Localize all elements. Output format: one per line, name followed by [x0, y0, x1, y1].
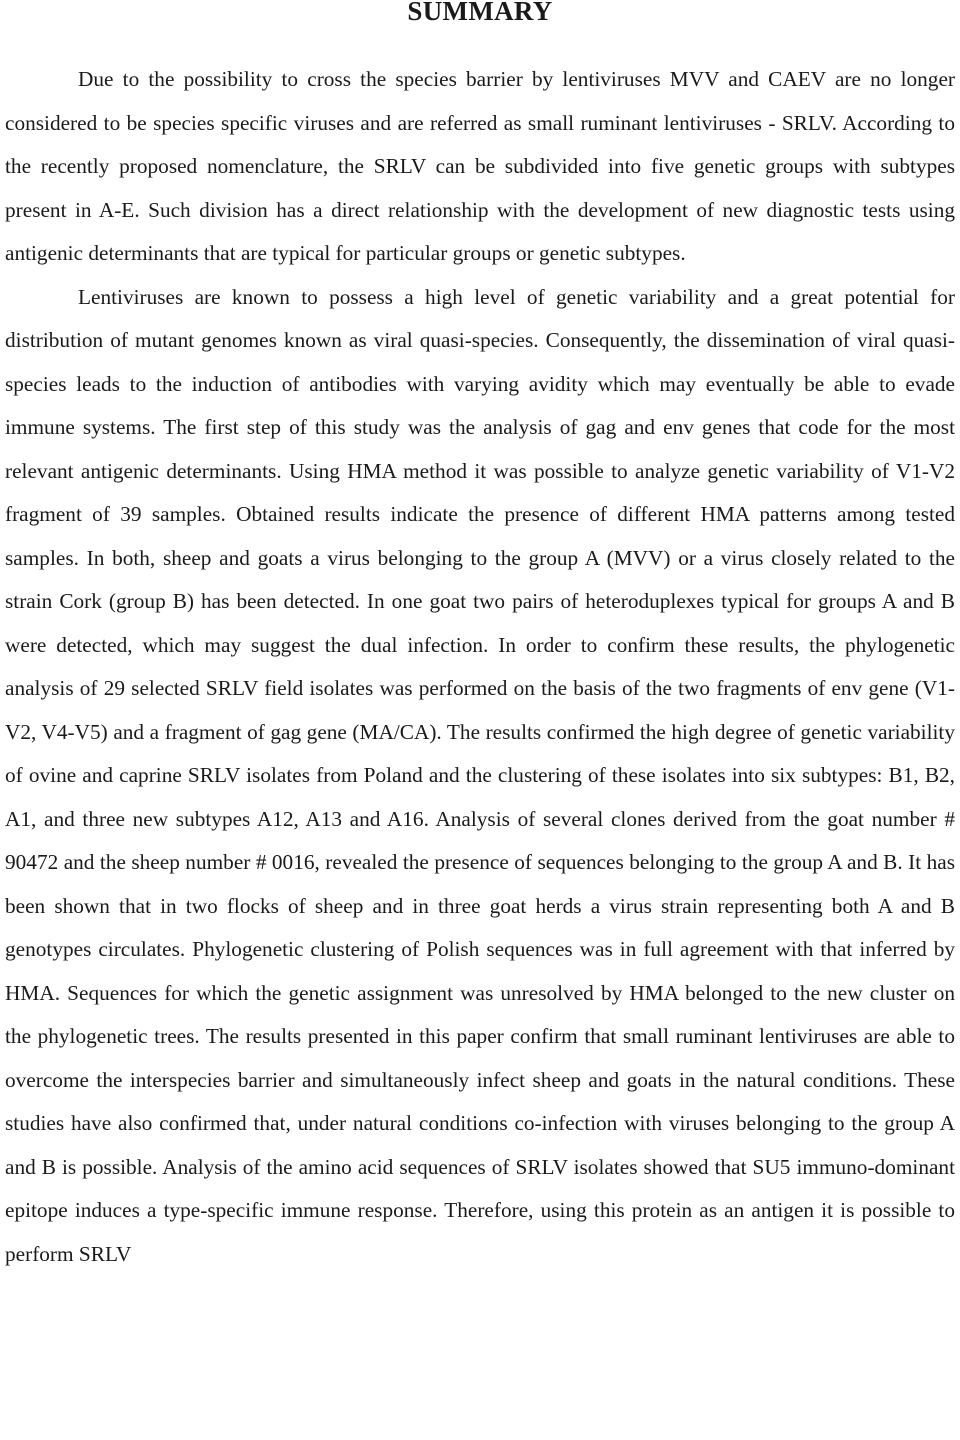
document-page	[5, 0, 955, 1276]
summary-paragraph-1: Due to the possibility to cross the species barrier by lentiviruses MVV and CAEV are no longer considered to be species specific viruses and are referred as small ruminant lentiviruses - SRLV. According to the recently proposed nomenclature, the SRLV can be subdivided into five genetic groups with subtypes present in A-E. Such division has a direct relationship with the development of new diagnostic tests using antigenic determinants that are typical for particular groups or genetic subtypes.	[5, 67, 955, 265]
summary-body	[5, 58, 955, 1276]
summary-heading: SUMMARY	[407, 0, 553, 26]
summary-paragraph-2: Lentiviruses are known to possess a high level of genetic variability and a great potential for distribution of mutant genomes known as viral quasi-species. Consequently, the dissemination of viral quasi-species leads to the induction of antibodies with varying avidity which may eventually be able to evade immune systems. The first step of this study was the analysis of gag and env genes that code for the most relevant antigenic determinants. Using HMA method it was possible to analyze genetic variability of V1-V2 fragment of 39 samples. Obtained results indicate the presence of different HMA patterns among tested samples. In both, sheep and goats a virus belonging to the group A (MVV) or a virus closely related to the strain Cork (group B) has been detected. In one goat two pairs of heteroduplexes typical for groups A and B were detected, which may suggest the dual infection. In order to confirm these results, the phylogenetic analysis of 29 selected SRLV field isolates was performed on the basis of the two fragments of env gene (V1-V2, V4-V5) and a fragment of gag gene (MA/CA). The results confirmed the high degree of genetic variability of ovine and caprine SRLV isolates from Poland and the clustering of these isolates into six subtypes: B1, B2, A1, and three new subtypes A12, A13 and A16. Analysis of several clones derived from the goat number # 90472 and the sheep number # 0016, revealed the presence of sequences belonging to the group A and B. It has been shown that in two flocks of sheep and in three goat herds a virus strain representing both A and B genotypes circulates. Phylogenetic clustering of Polish sequences was in full agreement with that inferred by HMA. Sequences for which the genetic assignment was unresolved by HMA belonged to the new cluster on the phylogenetic trees. The results presented in this paper confirm that small ruminant lentiviruses are able to overcome the interspecies barrier and simultaneously infect sheep and goats in the natural conditions. These studies have also confirmed that, under natural conditions co-infection with viruses belonging to the group A and B is possible. Analysis of the amino acid sequences of SRLV isolates showed that SU5 immuno-dominant epitope induces a type-specific immune response. Therefore, using this protein as an antigen it is possible to perform SRLV	[5, 284, 955, 1266]
